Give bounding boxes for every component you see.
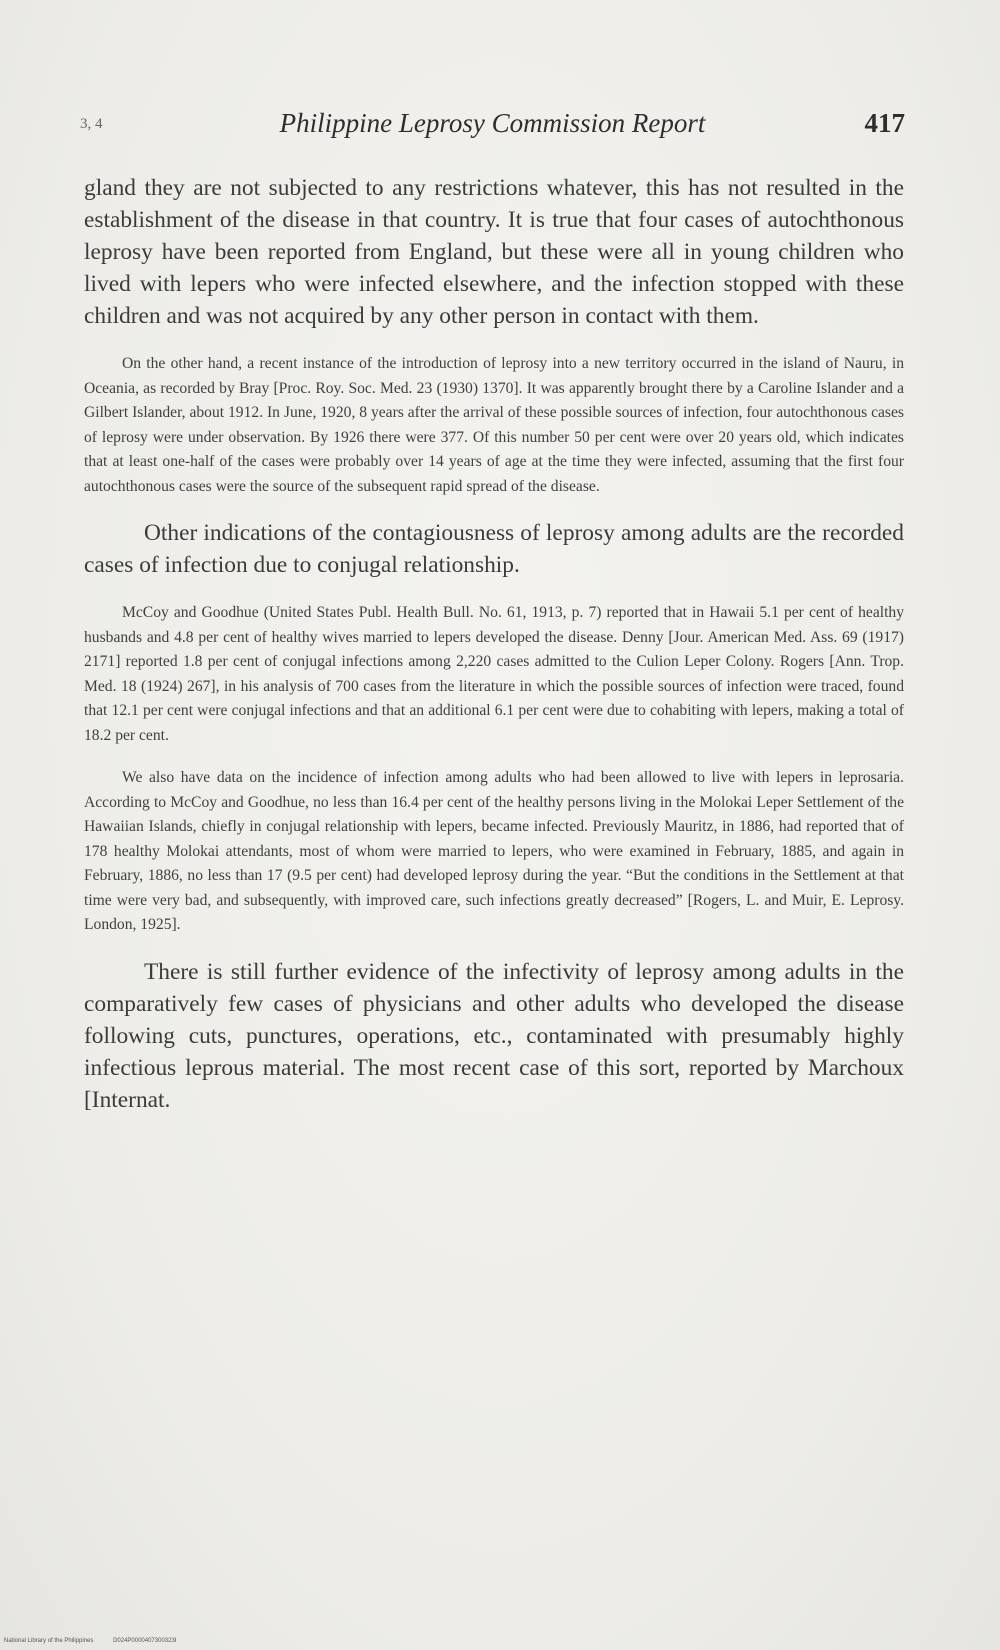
document-code: D024P0000407300323I: [113, 1638, 177, 1644]
page-body: [84, 172, 904, 1116]
running-title: Philippine Leprosy Commission Report: [279, 108, 706, 138]
page-header: [80, 108, 905, 148]
paragraph-physicians: There is still further evidence of the infectivity of leprosy among adults in the comparatively few cases of physicians and other adults who developed the disease following cuts, punctures, operations, etc., contaminated with presumably highly infectious leprous material. The most recent case of this sort, reported by Marchoux [Internat.: [84, 958, 904, 1113]
paragraph-england: gland they are not subjected to any restrictions whatever, this has not resulted in the establishment of the disease in that country. It is true that four cases of autochthonous leprosy have been reported from England, but these were all in young children who lived with lepers who were infected elsewhere, and the infection stopped with these children and was not acquired by any other person in contact with them.: [84, 175, 904, 329]
paragraph-mccoy-goodhue: McCoy and Goodhue (United States Publ. Health Bull. No. 61, 1913, p. 7) reported that in Hawaii 5.1 per cent of healthy husbands and 4.8 per cent of healthy wives married to lepers developed the disease. Denny [Jour. American Med. Ass. 69 (1917) 2171] reported 1.8 per cent of conjugal infections among 2,220 cases admitted to the Culion Leper Colony. Rogers [Ann. Trop. Med. 18 (1924) 267], in his analysis of 700 cases from the literature in which the possible sources of infection were traced, found that 12.1 per cent were conjugal infections and that an additional 6.1 per cent were due to cohabiting with lepers, making a total of 18.2 per cent.: [84, 604, 904, 744]
volume-number: 3, 4: [80, 116, 103, 132]
library-name: National Library of the Philippines: [4, 1638, 94, 1644]
paragraph-nauru: On the other hand, a recent instance of the introduction of leprosy into a new territory occurred in the island of Nauru, in Oceania, as recorded by Bray [Proc. Roy. Soc. Med. 23 (1930) 1370]. It was apparently brought there by a Caroline Islander and a Gilbert Islander, about 1912. In June, 1920, 8 years after the arrival of these possible sources of infection, four autochthonous cases of leprosy were under observation. By 1926 there were 377. Of this number 50 per cent were over 20 years old, which indicates that at least one-half of the cases were probably over 14 years of age at the time they were infected, assuming that the first four autochthonous cases were the source of the subsequent rapid spread of the disease.: [84, 355, 904, 495]
page-number: 417: [864, 108, 905, 138]
scan-footer: [4, 1638, 176, 1644]
paragraph-conjugal-intro: Other indications of the contagiousness of leprosy among adults are the recorded cases of infection due to conjugal relationship.: [84, 520, 904, 578]
paragraph-leprosaria: We also have data on the incidence of infection among adults who had been allowed to live with lepers in leprosaria. According to McCoy and Goodhue, no less than 16.4 per cent of the healthy persons living in the Molokai Leper Settlement of the Hawaiian Islands, chiefly in conjugal relationship with lepers, became infected. Previously Mauritz, in 1886, had reported that of 178 healthy Molokai attendants, most of whom were married to lepers, who were examined in February, 1885, and again in February, 1886, no less than 17 (9.5 per cent) had developed leprosy during the year. “But the conditions in the Settlement at that time were very bad, and subsequently, with improved care, such infections greatly decreased” [Rogers, L. and Muir, E. Leprosy. London, 1925].: [84, 769, 904, 933]
